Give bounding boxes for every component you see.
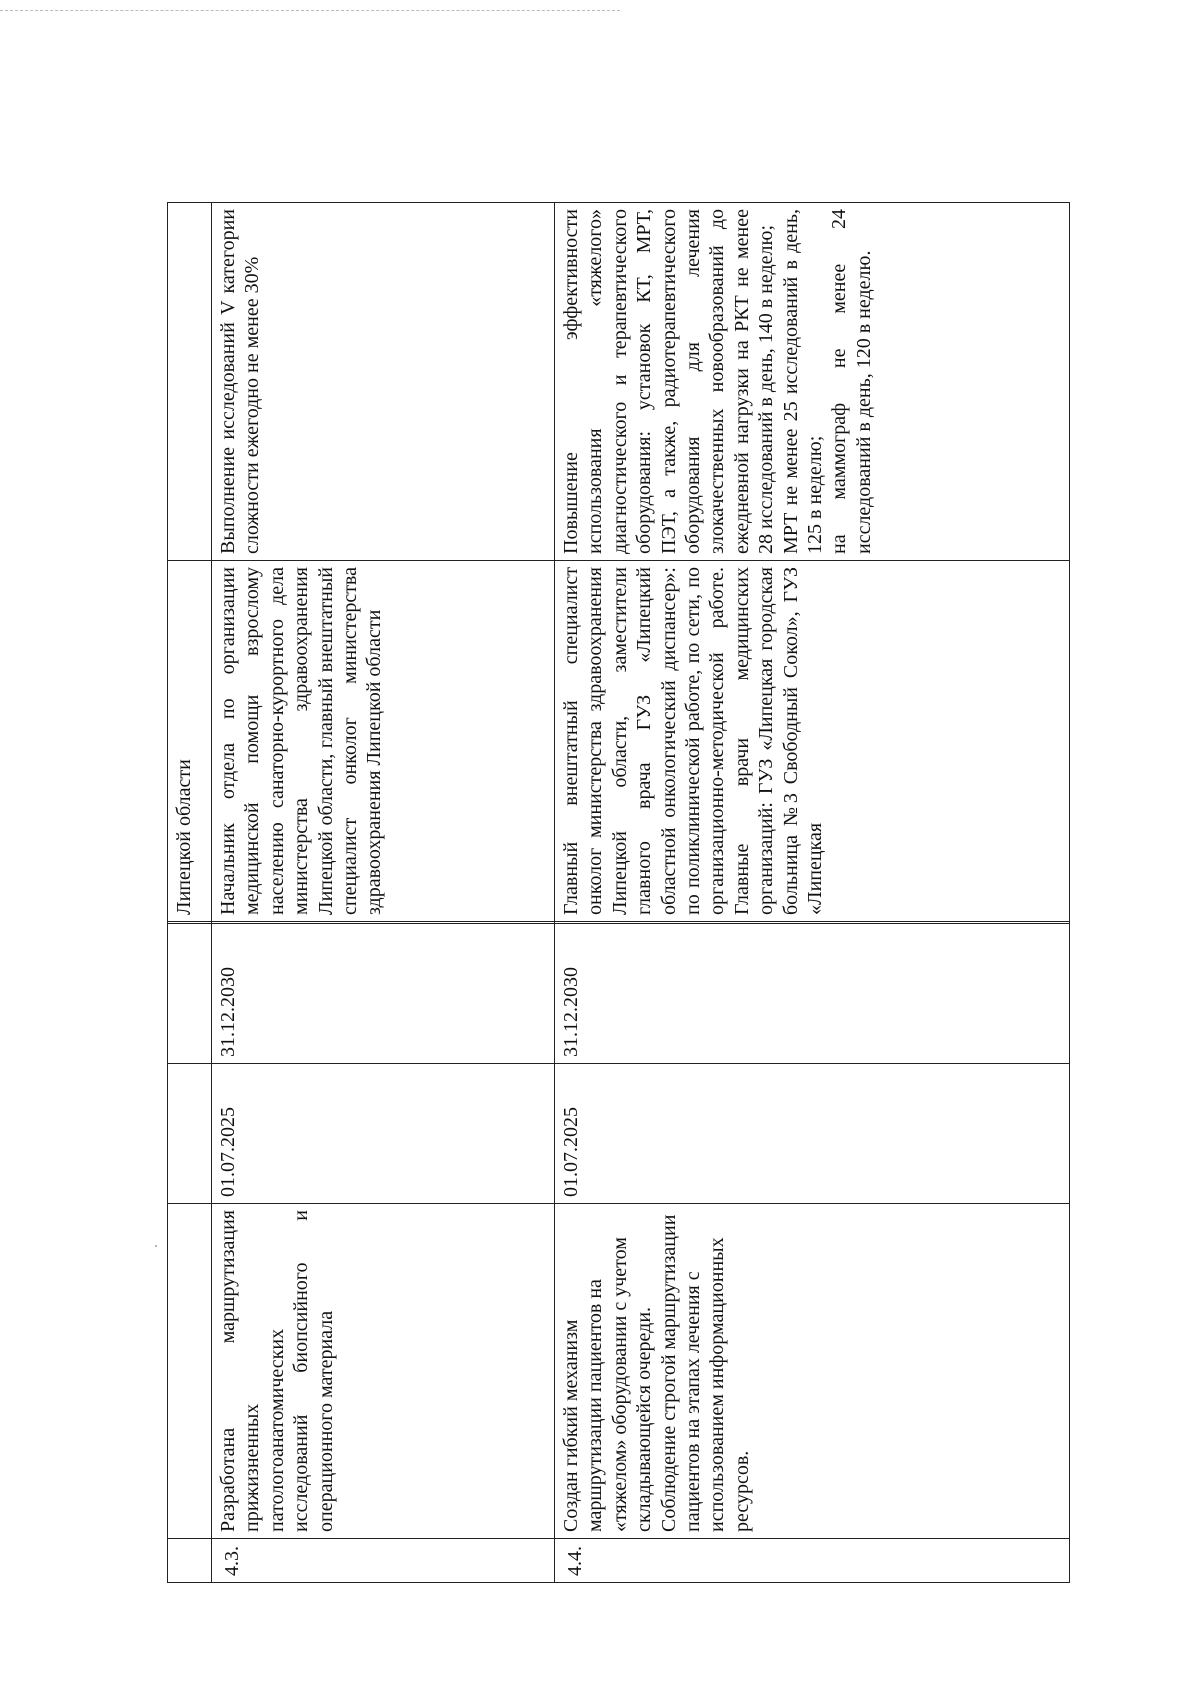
header-cell-region: Липецкой области — [168, 561, 212, 922]
scan-speck — [155, 1245, 157, 1247]
indicator-line: Повышение эффективности использования «тяжелого» диагностического и терапевтического оборудования: установок КТ, МРТ, ПЭТ, а также, радиотерапевтического оборудования для лечения злокачественных новообразований до ежедневной нагрузки на РКТ не менее 28 исследований в день, 140 в неделю; — [560, 209, 778, 554]
header-cell — [168, 1539, 212, 1583]
indicator-line: Выполнение исследований V категории сложности ежегодно не менее 30% — [217, 209, 264, 554]
row-indicator — [555, 203, 1070, 561]
table-header-row — [168, 203, 212, 1583]
row-start-date: 01.07.2025 — [555, 1064, 1070, 1204]
header-cell — [168, 203, 212, 561]
scan-edge-mark — [0, 10, 620, 11]
row-start-date: 01.07.2025 — [212, 1064, 555, 1204]
table-row — [555, 203, 1070, 1583]
row-number: 4.3. — [212, 1539, 555, 1583]
row-end-date: 31.12.2030 — [212, 924, 555, 1064]
row-result: Создан гибкий механизм маршрутизации пациентов на «тяжелом» оборудовании с учетом складывающейся очереди. Соблюдение строгой маршрутизации пациентов на этапах лечения с использованием информационных ресурсов. — [555, 1204, 1070, 1539]
header-cell — [168, 924, 212, 1064]
measures-table — [167, 202, 1070, 1583]
header-cell — [168, 922, 212, 924]
row-number: 4.4. — [555, 1539, 1070, 1583]
rotated-page — [167, 203, 1069, 1583]
row-spacer — [555, 922, 1070, 924]
header-cell — [168, 1064, 212, 1204]
row-responsible: Начальник отдела по организации медицинской помощи взрослому населению санаторно-курортного дела министерства здравоохранения Липецкой области, главный внештатный специалист онколог министерства здравоохранения Липецкой области — [212, 561, 555, 922]
row-spacer — [212, 922, 555, 924]
row-end-date: 31.12.2030 — [555, 924, 1070, 1064]
indicator-line: МРТ не менее 25 исследований в день, 125 в неделю; — [779, 209, 826, 554]
table-row — [212, 203, 555, 1583]
row-responsible: Главный внештатный специалист онколог министерства здравоохранения Липецкой области, заместители главного врача ГУЗ «Липецкий областной онкологический диспансер»: по поликлинической работе, по сети, по организационно-методической работе. Главные врачи медицинских организаций: ГУЗ «Липецкая городская больница №3 Свободный Сокол», ГУЗ «Липецкая — [555, 561, 1070, 922]
row-result: Разработана маршрутизация прижизненных патологоанатомических исследований биопсийного и операционного материала — [212, 1204, 555, 1539]
header-cell — [168, 1204, 212, 1539]
row-indicator — [212, 203, 555, 561]
indicator-line: на маммограф не менее 24 исследований в день, 120 в неделю. — [828, 209, 875, 554]
